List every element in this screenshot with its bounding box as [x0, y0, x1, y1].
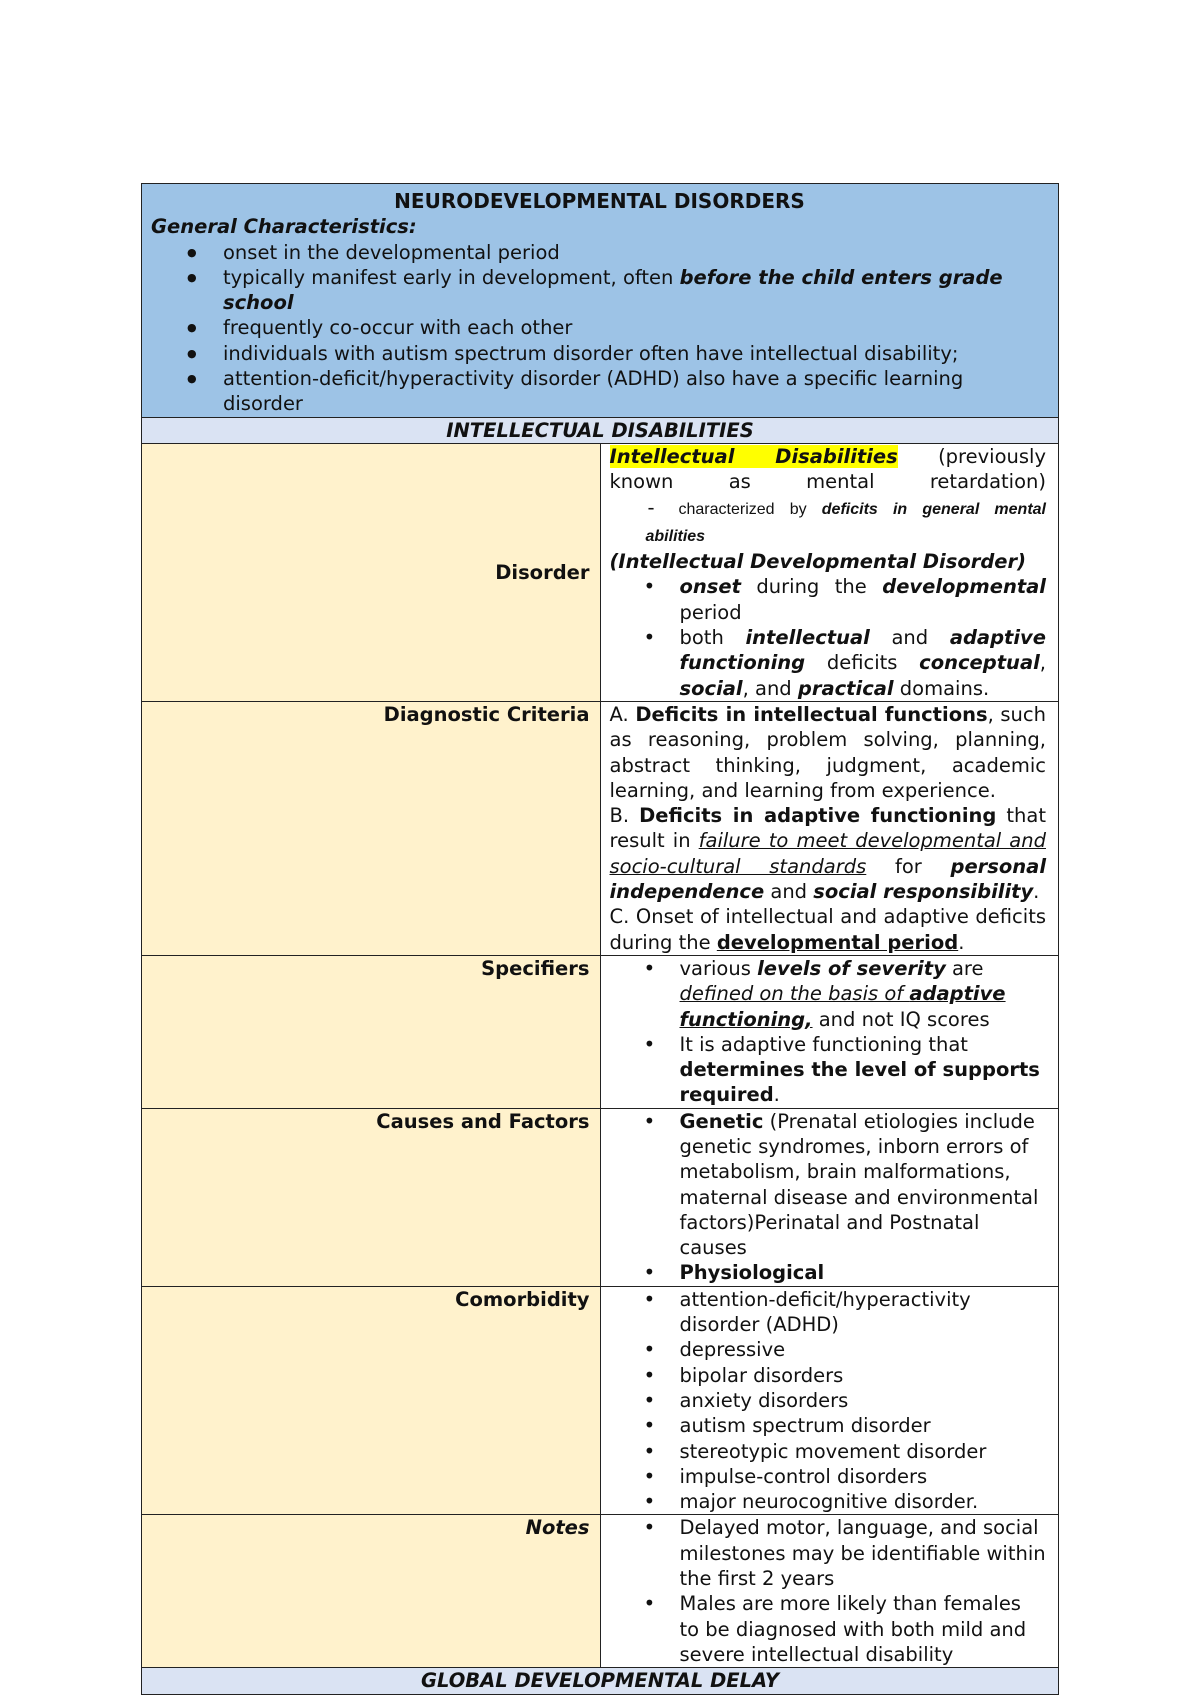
highlighted-term: Intellectual Disabilities	[609, 444, 898, 468]
label-specifiers: Specifiers	[142, 955, 601, 1108]
section-heading-global: GLOBAL DEVELOPMENTAL DELAY	[142, 1668, 1059, 1694]
list-item: • onset during the developmental period	[680, 574, 1047, 625]
label-comorbidity: Comorbidity	[142, 1286, 601, 1515]
section-row-global	[142, 1668, 1059, 1694]
neurodevelopmental-table	[141, 183, 1059, 1695]
content-notes	[600, 1515, 1059, 1668]
label-diagnostic-criteria: Diagnostic Criteria	[142, 701, 601, 955]
list-item: • anxiety disorders	[680, 1388, 1047, 1413]
list-item: • depressive	[680, 1337, 1047, 1362]
label-notes: Notes	[142, 1515, 601, 1668]
row-causes-factors	[142, 1108, 1059, 1286]
list-item: • both intellectual and adaptive functioning deficits conceptual, social, and practical domains.	[680, 625, 1047, 701]
row-disorder	[142, 443, 1059, 701]
dash-item: - characterized by deficits in general mental abilities	[645, 495, 1046, 545]
list-item: • major neurocognitive disorder.	[680, 1489, 1047, 1514]
list-item: ● attention-deficit/hyperactivity disorder (ADHD) also have a specific learning disorder	[223, 366, 1048, 417]
general-characteristics-list	[151, 240, 1048, 417]
list-item: • impulse-control disorders	[680, 1464, 1047, 1489]
specifiers-list	[610, 956, 1047, 1108]
content-causes-factors	[600, 1108, 1059, 1286]
list-item: • stereotypic movement disorder	[680, 1439, 1047, 1464]
list-item: • Males are more likely than females to be diagnosed with both mild and severe intellectual disability	[680, 1591, 1047, 1667]
causes-list	[610, 1109, 1047, 1286]
list-item: • bipolar disorders	[680, 1363, 1047, 1388]
label-causes-factors: Causes and Factors	[142, 1108, 601, 1286]
row-specifiers	[142, 955, 1059, 1108]
criterion-a: A. Deficits in intellectual functions, such as reasoning, problem solving, planning, abstract thinking, judgment, academic learning, and learning from experience.	[609, 702, 1046, 802]
list-item: • Delayed motor, language, and social milestones may be identifiable within the first 2 years	[680, 1515, 1047, 1591]
list-item: ● typically manifest early in development, often before the child enters grade school	[223, 265, 1048, 316]
list-item: • attention-deficit/hyperactivity disorder (ADHD)	[680, 1287, 1047, 1338]
content-specifiers	[600, 955, 1059, 1108]
list-item: • autism spectrum disorder	[680, 1413, 1047, 1438]
section-row-intellectual	[142, 417, 1059, 443]
content-diagnostic-criteria	[600, 701, 1059, 955]
list-item: ● frequently co-occur with each other	[223, 315, 1048, 340]
content-disorder: Intellectual Disabilities (previously known as mental retardation) - characterized by deficits in general mental abilities (Intellectual Developmental Disorder) • onset during the developmental period • both intellectual and adaptive functioning deficits conceptual, social, and practical domains.	[600, 443, 1059, 701]
criterion-b: B. Deficits in adaptive functioning that result in failure to meet developmental and socio-cultural standards for personal independence and social responsibility.	[609, 804, 1047, 904]
notes-list	[610, 1515, 1047, 1667]
header-cell	[142, 184, 1059, 418]
list-item: • Genetic (Prenatal etiologies include genetic syndromes, inborn errors of metabolism, brain malformations, maternal disease and environmental factors)Perinatal and Postnatal causes	[680, 1109, 1047, 1261]
label-disorder: Disorder	[142, 443, 601, 701]
list-item: ● onset in the developmental period	[223, 240, 1048, 265]
document-title: NEURODEVELOPMENTAL DISORDERS	[394, 189, 805, 213]
list-item: • Physiological	[680, 1260, 1047, 1285]
comorbidity-list	[610, 1287, 1047, 1515]
content-comorbidity	[600, 1286, 1059, 1515]
list-item: ● individuals with autism spectrum disorder often have intellectual disability;	[223, 341, 1048, 366]
list-item: • It is adaptive functioning that determines the level of supports required.	[680, 1032, 1047, 1108]
criterion-c: C. Onset of intellectual and adaptive deficits during the developmental period.	[609, 905, 1046, 954]
list-item: • various levels of severity are defined on the basis of adaptive functioning, and not IQ scores	[680, 956, 1047, 1032]
disorder-subtitle: (Intellectual Developmental Disorder)	[609, 550, 1027, 574]
section-heading-intellectual: INTELLECTUAL DISABILITIES	[142, 417, 1059, 443]
row-comorbidity	[142, 1286, 1059, 1515]
disorder-list	[610, 574, 1047, 700]
row-notes	[142, 1515, 1059, 1668]
general-characteristics-label: General Characteristics:	[151, 215, 417, 239]
header-row	[142, 184, 1059, 418]
row-diagnostic-criteria	[142, 701, 1059, 955]
